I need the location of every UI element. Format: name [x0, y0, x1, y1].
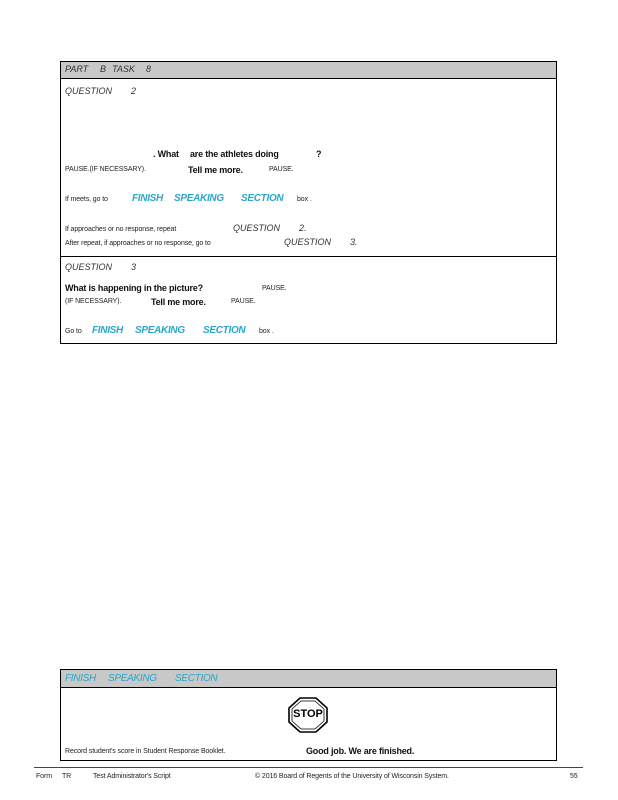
stop-sign-icon: [288, 697, 328, 733]
task-number: 8: [146, 64, 152, 74]
footer-rule: [34, 767, 583, 768]
finish-header-finish: FINISH: [65, 673, 96, 684]
stop-sign-text: STOP: [293, 708, 323, 720]
q2-prompt-lead: . What: [153, 149, 179, 159]
q2-section-link: SECTION: [241, 193, 284, 204]
q3-section-link: SECTION: [203, 325, 246, 336]
footer-script-title: Test Administrator's Script: [93, 773, 171, 780]
record-score-text: Record student's score in Student Response Booklet.: [65, 748, 226, 755]
q2-pause: PAUSE.: [269, 166, 294, 173]
q3-title: QUESTION: [65, 262, 113, 272]
q3-if-necessary: (IF NECESSARY).: [65, 298, 122, 305]
q2-tell-me-more: Tell me more.: [188, 165, 243, 175]
q3-finish-link: FINISH: [92, 325, 123, 336]
good-job-text: Good job. We are finished.: [306, 746, 415, 756]
footer-copyright: © 2016 Board of Regents of the University of Wisconsin System.: [255, 773, 449, 780]
q2-after-repeat: After repeat, if approaches or no response, go to: [65, 240, 211, 247]
q2-prompt-qmark: ?: [316, 149, 322, 159]
q2-after-question: QUESTION: [284, 237, 332, 247]
part-letter: B: [100, 64, 107, 74]
q3-prompt: What is happening in the picture?: [65, 283, 203, 293]
finish-header-speaking: SPEAKING: [108, 673, 157, 684]
q2-number: 2: [131, 86, 137, 96]
q2-speaking-link: SPEAKING: [174, 193, 224, 204]
q3-go-to: Go to: [65, 328, 82, 335]
q2-title: QUESTION: [65, 86, 113, 96]
q2-box-label: box .: [297, 196, 312, 203]
q2-prompt: are the athletes doing: [190, 149, 279, 159]
footer-form: Form: [36, 773, 52, 780]
q3-pause-1: PAUSE.: [262, 285, 287, 292]
q2-if-meets: If meets, go to: [65, 196, 108, 203]
q2-pause-if-necessary: PAUSE.(IF NECESSARY).: [65, 166, 146, 173]
q3-speaking-link: SPEAKING: [135, 325, 185, 336]
finish-header-section: SECTION: [175, 673, 218, 684]
q3-tell-me-more: Tell me more.: [151, 297, 206, 307]
q2-after-number: 3.: [350, 237, 358, 247]
page-number: 55: [570, 773, 578, 780]
q3-number: 3: [131, 262, 137, 272]
q2-approaches-number: 2.: [299, 223, 307, 233]
q2-approaches-question: QUESTION: [233, 223, 281, 233]
q3-pause-2: PAUSE.: [231, 298, 256, 305]
task-header-bar: [61, 62, 556, 79]
task-label: TASK: [112, 64, 135, 74]
q2-approaches: If approaches or no response, repeat: [65, 226, 177, 233]
part-label: PART: [65, 64, 89, 74]
q3-box-label: box .: [259, 328, 274, 335]
q2-finish-link: FINISH: [132, 193, 163, 204]
footer-form-code: TR: [62, 773, 72, 780]
question-divider: [61, 256, 556, 257]
